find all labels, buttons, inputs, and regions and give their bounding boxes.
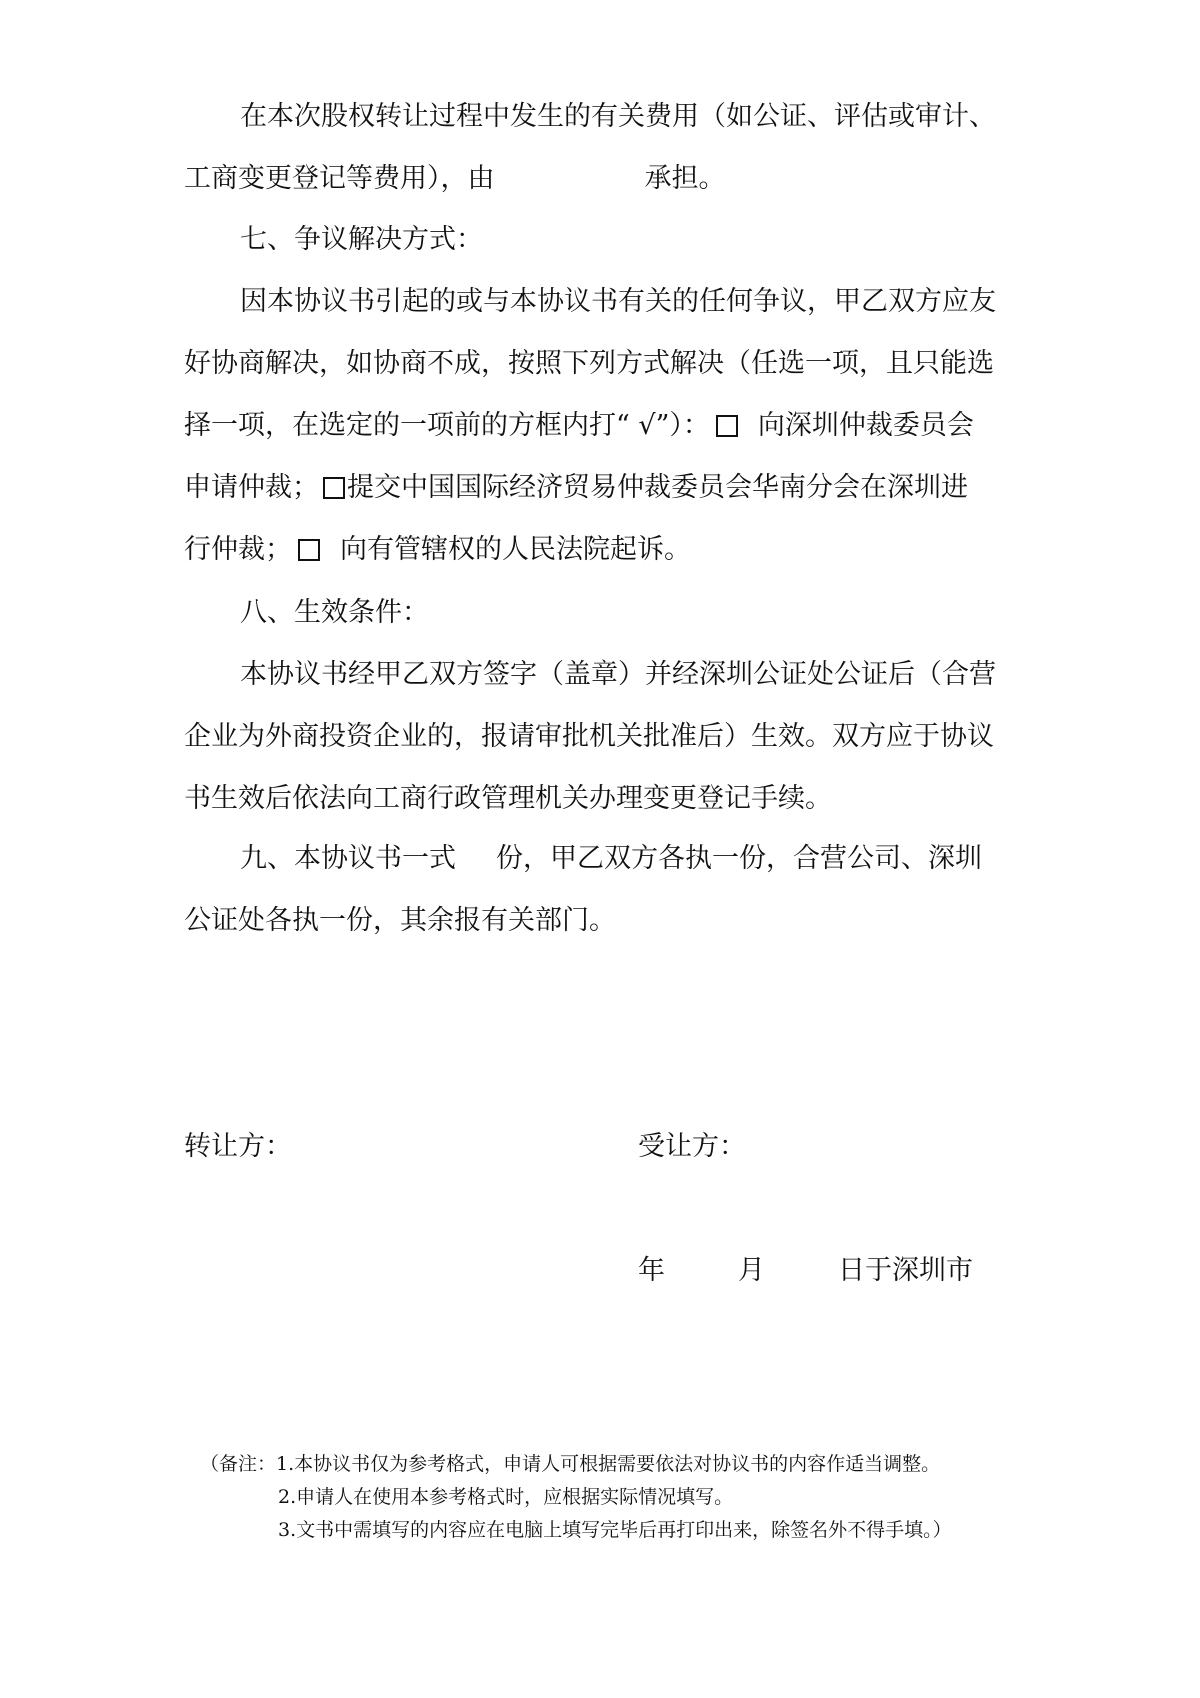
dispute-line-2: 好协商解决，如协商不成，按照下列方式解决（任选一项，且只能选 — [184, 348, 994, 379]
dispute-line-4 — [184, 457, 1024, 519]
date-day-place: 日于深圳市 — [838, 1255, 973, 1286]
dispute-option-3: 向有管辖权的人民法院起诉。 — [340, 534, 691, 565]
dispute-line-5-text: 行仲裁； — [184, 534, 292, 565]
checkbox-cietac-arbitration[interactable] — [323, 477, 345, 499]
copies-line-1-end: 份，甲乙双方各执一份，合营公司、深圳 — [496, 843, 982, 874]
copies-section — [184, 828, 1024, 952]
fees-line-2-text: 工商变更登记等费用），由 — [184, 163, 495, 194]
dispute-line-3 — [184, 395, 1024, 457]
fees-line-1: 在本次股权转让过程中发生的有关费用（如公证、评估或审计、 — [240, 101, 996, 132]
checkbox-shenzhen-arbitration[interactable] — [716, 415, 738, 437]
footnotes — [200, 1448, 952, 1547]
dispute-line-5 — [184, 519, 1024, 581]
fees-line-2 — [184, 148, 1024, 210]
copies-line-1-text: 九、本协议书一式 — [240, 843, 456, 874]
transferee-label: 受让方： — [638, 1131, 746, 1162]
dispute-section — [184, 209, 1024, 581]
effective-line-2: 企业为外商投资企业的，报请审批机关批准后）生效。双方应于协议 — [184, 721, 994, 752]
dispute-line-4-text: 申请仲裁； — [184, 472, 319, 503]
date-month: 月 — [738, 1255, 765, 1286]
note-1: （备注：1.本协议书仅为参考格式，申请人可根据需要依法对协议书的内容作适当调整。 — [200, 1453, 941, 1475]
transferor-label: 转让方： — [184, 1131, 292, 1162]
dispute-option-2: 提交中国国际经济贸易仲裁委员会华南分会在深圳进 — [347, 472, 968, 503]
dispute-option-1: 向深圳仲裁委员会 — [757, 410, 974, 441]
copies-line-1 — [184, 828, 1024, 890]
effective-line-1: 本协议书经甲乙双方签字（盖章）并经深圳公证处公证后（合营 — [240, 659, 996, 690]
effective-heading: 八、生效条件： — [240, 597, 429, 628]
checkbox-court-litigation[interactable] — [298, 539, 320, 561]
copies-line-2: 公证处各执一份，其余报有关部门。 — [184, 905, 616, 936]
dispute-heading: 七、争议解决方式： — [240, 224, 483, 255]
note-2: 2.申请人在使用本参考格式时，应根据实际情况填写。 — [278, 1486, 734, 1508]
effective-section — [184, 582, 1024, 830]
dispute-line-1: 因本协议书引起的或与本协议书有关的任何争议，甲乙双方应友 — [240, 286, 996, 317]
fees-paragraph — [184, 86, 1024, 210]
note-3: 3.文书中需填写的内容应在电脑上填写完毕后再打印出来，除签名外不得手填。） — [278, 1519, 952, 1541]
date-year: 年 — [638, 1255, 665, 1286]
dispute-line-3-text: 择一项，在选定的一项前的方框内打“ √”）： — [184, 410, 710, 441]
effective-line-3: 书生效后依法向工商行政管理机关办理变更登记手续。 — [184, 783, 832, 814]
fees-line-2-end: 承担。 — [644, 163, 726, 194]
